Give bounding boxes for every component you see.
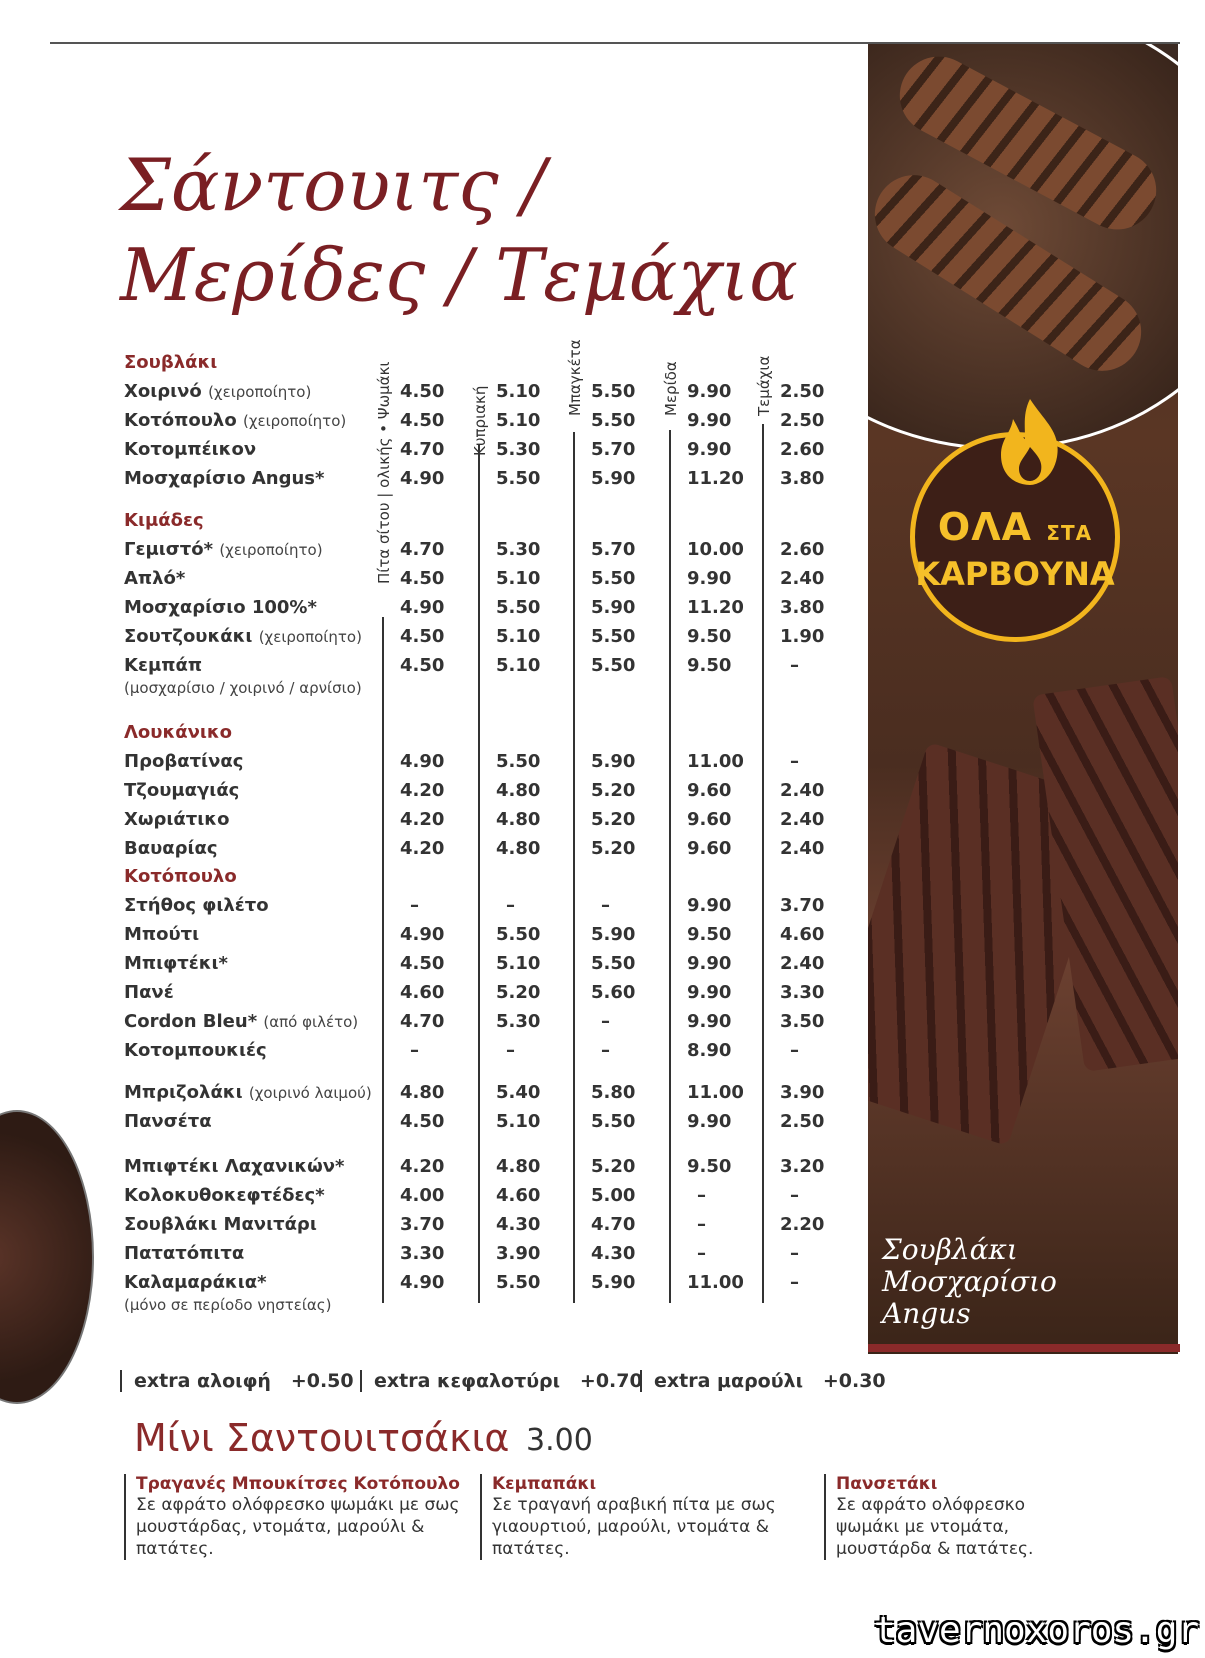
item-note: (από φιλέτο) [263,1013,359,1031]
item-name [124,924,199,945]
price-cell: 5.50 [591,410,636,431]
price-cell: 3.30 [780,982,825,1003]
price-cell: 4.20 [400,838,445,859]
price-cell: 11.20 [687,597,744,618]
item-label: Χοιρινό [124,381,202,402]
item-label: Κοτόπουλο [124,410,237,431]
price-cell: 5.50 [591,381,636,402]
price-cell: 5.90 [591,751,636,772]
mini-item-desc: Σε αφράτο ολόφρεσκο ψωμάκι με σως μουστάρδας, ντομάτα, μαρούλι & πατάτες. [136,1495,460,1559]
badge-word-1: ΟΛΑ [937,505,1033,549]
column-header: Μπαγκέτα [566,339,584,416]
item-subnote: (μοσχαρίσιο / χοιρινό / αρνίσιο) [124,679,362,697]
item-name [124,468,324,489]
price-cell: 5.50 [591,1111,636,1132]
price-cell: – [790,655,799,676]
price-cell: – [697,1185,706,1206]
flame-icon [995,397,1065,487]
price-cell: 5.50 [496,597,541,618]
price-cell: 2.60 [780,539,825,560]
menu-row [124,895,864,921]
price-cell: – [410,895,419,916]
price-cell: 4.80 [496,1156,541,1177]
price-cell: 9.50 [687,626,732,647]
item-name [124,655,202,676]
menu-row [124,439,864,465]
price-cell: 5.70 [591,439,636,460]
item-name [124,780,239,801]
price-cell: 4.90 [400,1272,445,1293]
price-cell: 5.70 [591,539,636,560]
price-cell: 4.80 [496,838,541,859]
price-cell: 9.90 [687,1011,732,1032]
item-label: Χωριάτικο [124,809,230,830]
menu-row [124,568,864,594]
column-header: Κυπριακή [471,385,489,456]
price-cell: 9.90 [687,568,732,589]
menu-row [124,1243,864,1269]
item-note: (χειροποίητο) [242,412,347,430]
menu-row [124,953,864,979]
item-name [124,1243,244,1264]
item-label: Κοτομπουκιές [124,1040,267,1061]
price-cell: 5.10 [496,1111,541,1132]
item-name [124,439,256,460]
price-cell: 3.70 [780,895,825,916]
item-subnote: (μόνο σε περίοδο νηστείας) [124,1296,332,1314]
price-cell: 5.10 [496,381,541,402]
price-cell: 4.60 [780,924,825,945]
price-cell: 4.80 [496,809,541,830]
price-cell: 4.30 [496,1214,541,1235]
mini-item-name: Κεμπαπάκι [492,1474,597,1494]
menu-row [124,539,864,565]
price-cell: 2.50 [780,381,825,402]
item-name [124,982,174,1003]
item-note: (χειροποίητο) [208,383,312,401]
item-name [124,1272,267,1293]
item-note: (χειροποίητο) [219,541,323,559]
price-cell: 4.90 [400,597,445,618]
price-cell: 5.50 [591,568,636,589]
price-cell: 4.90 [400,468,445,489]
price-cell: 4.50 [400,410,445,431]
title-line-2: Μερίδες / Τεμάχια [120,233,798,317]
price-cell: 9.50 [687,924,732,945]
column-divider [573,432,575,1303]
item-label: Πατατόπιτα [124,1243,245,1264]
price-cell: 5.50 [591,953,636,974]
extra-price: +0.30 [822,1370,886,1392]
item-name [124,1111,212,1132]
column-divider [478,444,480,1303]
price-cell: – [506,1040,515,1061]
mini-item [124,1474,466,1560]
price-cell: 8.90 [687,1040,732,1061]
price-cell: 5.20 [591,1156,636,1177]
price-cell: 9.90 [687,1111,732,1132]
price-cell: 4.50 [400,568,445,589]
item-label: Βαυαρίας [124,838,218,859]
column-divider [382,617,384,1303]
price-cell: 5.10 [496,568,541,589]
price-cell: 5.90 [591,924,636,945]
price-cell: 3.90 [780,1082,825,1103]
price-cell: 5.90 [591,597,636,618]
price-cell: 2.40 [780,780,825,801]
extra-label: extra αλοιφή [134,1370,271,1392]
watermark: tavernoxoros.gr [874,1610,1200,1651]
column-divider [762,424,764,1303]
item-label: Καλαμαράκια* [124,1272,267,1293]
price-cell: – [601,1011,610,1032]
price-cell: – [601,895,610,916]
item-name [124,895,269,916]
price-cell: 9.50 [687,655,732,676]
price-cell: 5.10 [496,626,541,647]
menu-row [124,468,864,494]
price-cell: 4.00 [400,1185,445,1206]
price-cell: 5.20 [591,780,636,801]
price-cell: 5.60 [591,982,636,1003]
price-cell: 3.30 [400,1243,445,1264]
menu-row [124,1040,864,1066]
price-cell: 2.40 [780,809,825,830]
menu-row [124,1156,864,1182]
photo-caption [882,1234,1057,1330]
item-note: (χοιρινό λαιμού) [248,1084,372,1102]
extra-label: extra μαρούλι [654,1370,803,1392]
left-plate-image [0,1110,94,1404]
price-cell: 9.60 [687,809,732,830]
price-cell: 3.80 [780,597,825,618]
price-cell: 2.50 [780,1111,825,1132]
price-cell: 5.30 [496,439,541,460]
price-cell: 5.30 [496,1011,541,1032]
item-label: Μοσχαρίσιο Angus* [124,468,325,489]
price-cell: 11.20 [687,468,744,489]
price-cell: 5.80 [591,1082,636,1103]
item-label: Πανέ [124,982,174,1003]
price-cell: 4.70 [591,1214,636,1235]
price-cell: 5.20 [496,982,541,1003]
price-cell: 2.40 [780,838,825,859]
price-cell: 2.40 [780,953,825,974]
item-name [124,381,311,402]
item-label: Μπριζολάκι [124,1082,243,1103]
column-header: Τεμάχια [755,355,773,416]
caption-line-2: Μοσχαρίσιο [882,1265,1057,1298]
extra-price: +0.50 [290,1370,354,1392]
price-cell: 5.00 [591,1185,636,1206]
price-cell: 5.10 [496,655,541,676]
price-cell: 2.40 [780,568,825,589]
extra-label: extra κεφαλοτύρι [374,1370,561,1392]
column-divider [669,430,671,1303]
price-cell: 4.20 [400,1156,445,1177]
item-label: Τζουμαγιάς [124,780,240,801]
category-heading: Λουκάνικο [124,722,233,743]
price-cell: 11.00 [687,1082,744,1103]
price-cell: 4.50 [400,1111,445,1132]
price-cell: 9.90 [687,982,732,1003]
item-label: Πανσέτα [124,1111,212,1132]
item-label: Cordon Bleu* [124,1011,258,1032]
item-name [124,838,218,859]
price-cell: 5.50 [496,468,541,489]
menu-row [124,809,864,835]
price-cell: 9.60 [687,838,732,859]
price-cell: 4.50 [400,626,445,647]
menu-row [124,1214,864,1240]
mini-section-title: Μίνι Σαντουιτσάκια [134,1416,510,1460]
item-name [124,568,185,589]
price-cell: 3.70 [400,1214,445,1235]
price-cell: 5.90 [591,1272,636,1293]
menu-row [124,838,864,864]
price-cell: 9.50 [687,1156,732,1177]
item-label: Κεμπάπ [124,655,203,676]
price-cell: 5.50 [496,1272,541,1293]
price-cell: 9.60 [687,780,732,801]
price-cell: – [790,1040,799,1061]
price-cell: – [790,1272,799,1293]
price-cell: 3.90 [496,1243,541,1264]
price-cell: – [410,1040,419,1061]
badge-word-2: ΣΤΑ [1046,521,1093,545]
price-cell: 4.30 [591,1243,636,1264]
category-heading: Κοτόπουλο [124,866,237,887]
menu-row [124,381,864,407]
menu-row [124,1082,864,1108]
price-cell: 5.10 [496,410,541,431]
mini-item [824,1474,1066,1560]
title-line-1: Σάντουιτς / [120,143,546,227]
item-name [124,410,346,431]
price-cell: 4.70 [400,1011,445,1032]
item-name [124,953,228,974]
price-cell: 5.90 [591,468,636,489]
price-cell: – [697,1243,706,1264]
price-cell: 5.40 [496,1082,541,1103]
mini-item-desc: Σε τραγανή αραβική πίτα με σως γιαουρτιού, μαρούλι, ντομάτα & πατάτες. [492,1495,776,1559]
price-cell: 2.60 [780,439,825,460]
price-cell: 5.20 [591,809,636,830]
item-label: Μπιφτέκι* [124,953,228,974]
price-cell: 5.30 [496,539,541,560]
menu-row [124,924,864,950]
item-label: Στήθος φιλέτο [124,895,269,916]
menu-row [124,982,864,1008]
price-cell: 4.60 [400,982,445,1003]
menu-row [124,655,864,697]
price-cell: 4.20 [400,809,445,830]
price-cell: 9.90 [687,439,732,460]
item-label: Μοσχαρίσιο 100%* [124,597,317,618]
item-name [124,539,323,560]
price-cell: 9.90 [687,895,732,916]
extra-item [640,1370,886,1392]
price-cell: 4.50 [400,381,445,402]
item-name [124,1011,358,1032]
price-cell: 9.90 [687,381,732,402]
menu-row [124,410,864,436]
price-cell: 4.70 [400,539,445,560]
price-cell: 9.90 [687,953,732,974]
item-label: Μπιφτέκι Λαχανικών* [124,1156,345,1177]
price-cell: 9.90 [687,410,732,431]
column-header: Μερίδα [662,361,680,416]
extra-item [120,1370,354,1392]
mini-item-desc: Σε αφράτο ολόφρεσκο ψωμάκι με ντομάτα, μουστάρδα & πατάτες. [836,1495,1034,1559]
price-cell: 4.60 [496,1185,541,1206]
item-name [124,1185,325,1206]
extra-price: +0.70 [579,1370,643,1392]
price-cell: 4.90 [400,751,445,772]
price-cell: 5.50 [591,626,636,647]
price-cell: 5.50 [591,655,636,676]
menu-row [124,597,864,623]
item-note: (χειροποίητο) [258,628,362,646]
price-cell: 3.50 [780,1011,825,1032]
price-cell: 3.20 [780,1156,825,1177]
price-cell: 1.90 [780,626,825,647]
extra-item [360,1370,643,1392]
price-cell: 4.90 [400,924,445,945]
item-name [124,1082,372,1103]
price-cell: 5.50 [496,751,541,772]
price-cell: 5.20 [591,838,636,859]
category-heading: Κιμάδες [124,510,204,531]
item-label: Κολοκυθοκεφτέδες* [124,1185,325,1206]
price-cell: – [790,751,799,772]
menu-row [124,751,864,777]
mini-item-name: Τραγανές Μπουκίτσες Κοτόπουλο [136,1474,460,1494]
price-cell: 4.80 [400,1082,445,1103]
price-cell: 10.00 [687,539,744,560]
item-name [124,751,243,772]
page-title [120,140,798,320]
price-cell: 2.20 [780,1214,825,1235]
item-name [124,626,362,647]
price-cell: 4.50 [400,655,445,676]
price-cell: – [506,895,515,916]
item-label: Κοτομπέικον [124,439,257,460]
item-name [124,809,229,830]
price-cell: 2.50 [780,410,825,431]
menu-row [124,1011,864,1037]
item-label: Σουβλάκι Μανιτάρι [124,1214,317,1235]
price-cell: 11.00 [687,751,744,772]
price-cell: 5.10 [496,953,541,974]
price-cell: 4.20 [400,780,445,801]
item-label: Μπούτι [124,924,200,945]
price-cell: 4.80 [496,780,541,801]
photo-underline [868,1344,1180,1352]
mini-item-name: Πανσετάκι [836,1474,938,1494]
price-cell: 4.70 [400,439,445,460]
item-label: Γεμιστό* [124,539,214,560]
price-cell: 3.80 [780,468,825,489]
item-name [124,1214,317,1235]
item-label: Προβατίνας [124,751,244,772]
price-cell: – [697,1214,706,1235]
item-label: Σουτζουκάκι [124,626,253,647]
price-cell: – [790,1243,799,1264]
food-photo [868,44,1178,1354]
price-cell: 11.00 [687,1272,744,1293]
menu-row [124,1111,864,1137]
menu-row [124,780,864,806]
charcoal-badge [910,432,1120,642]
column-header: Πίτα σίτου | ολικής • Ψωμάκι [375,361,393,584]
menu-row [124,626,864,652]
mini-item [480,1474,792,1560]
caption-line-1: Σουβλάκι [882,1233,1018,1266]
badge-word-3: ΚΑΡΒΟΥΝΑ [915,555,1115,593]
item-label: Απλό* [124,568,186,589]
caption-line-3: Angus [882,1297,971,1330]
price-cell: 5.50 [496,924,541,945]
item-name [124,1040,267,1061]
item-name [124,1156,344,1177]
price-cell: – [601,1040,610,1061]
price-cell: 4.50 [400,953,445,974]
mini-section-price: 3.00 [526,1423,593,1458]
price-cell: – [790,1185,799,1206]
menu-row [124,1272,864,1314]
item-name [124,597,317,618]
menu-row [124,1185,864,1211]
category-heading: Σουβλάκι [124,352,218,373]
